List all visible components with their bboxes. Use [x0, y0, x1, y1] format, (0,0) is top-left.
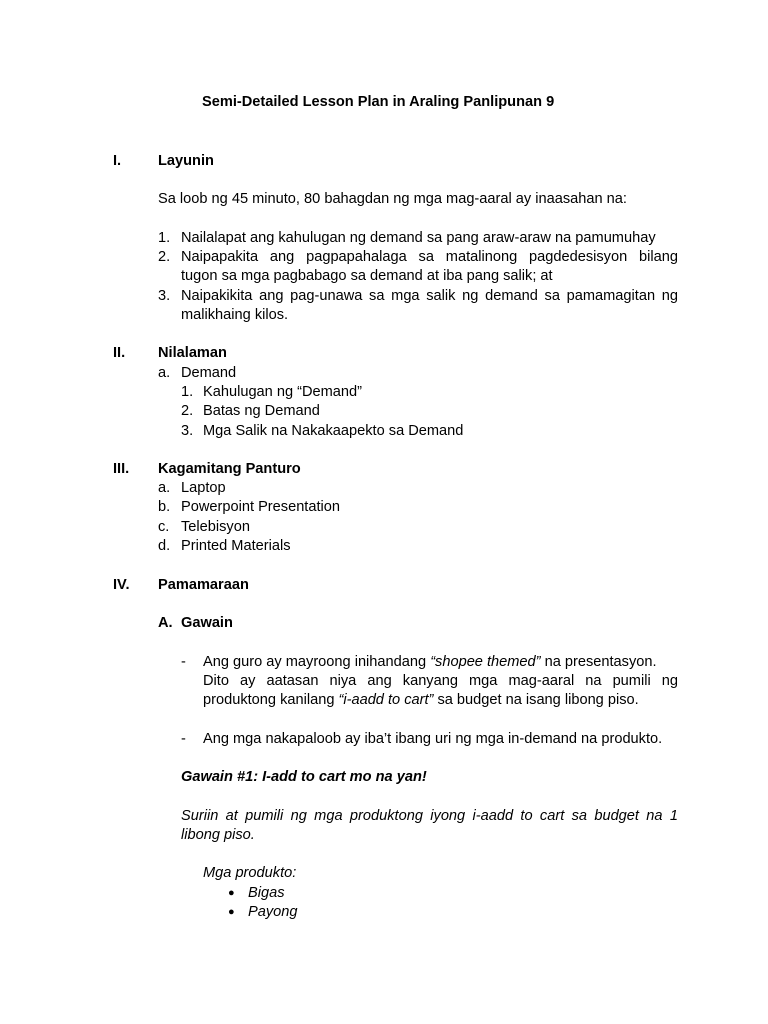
kagamitan-letter-a: a.	[158, 480, 171, 496]
nilalaman-item-1: Kahulugan ng “Demand”	[203, 384, 363, 400]
activity-title: Gawain #1: I-add to cart mo na yan!	[181, 769, 427, 785]
section-numeral-iv: IV.	[113, 577, 130, 593]
activity-instruction-line2: libong piso.	[181, 827, 255, 843]
section-heading-kagamitang-panturo: Kagamitang Panturo	[158, 461, 301, 477]
gawain-para1-line2: Dito ay aatasan niya ang kanyang mga mag-aaral na pumili ng	[203, 673, 678, 689]
layunin-item-3-line1: Naipakikita ang pag-unawa sa mga salik ng demand sa pamamagitan ng	[181, 288, 678, 304]
gawain-para1-line3-a: produktong kanilang	[203, 692, 339, 708]
kagamitan-letter-d: d.	[158, 538, 171, 554]
section-numeral-ii: II.	[113, 345, 126, 361]
kagamitan-letter-c: c.	[158, 519, 170, 535]
gawain-para1-line1-a: Ang guro ay mayroong inihandang	[203, 654, 431, 670]
product-item-payong: Payong	[248, 904, 298, 920]
kagamitan-item-powerpoint: Powerpoint Presentation	[181, 499, 341, 515]
layunin-num-3: 3.	[158, 288, 171, 304]
gawain-para1-line3	[203, 691, 639, 710]
section-numeral-iii: III.	[113, 461, 130, 477]
kagamitan-item-laptop: Laptop	[181, 480, 226, 496]
gawain-para1-line1-b: na presentasyon.	[540, 654, 657, 670]
nilalaman-item-2: Batas ng Demand	[203, 403, 320, 419]
section-numeral-i: I.	[113, 153, 122, 169]
section-heading-pamamaraan: Pamamaraan	[158, 577, 249, 593]
layunin-item-2-line1: Naipapakita ang pagpapahalaga sa matalinong pagdedesisyon bilang	[181, 249, 678, 265]
section-heading-nilalaman: Nilalaman	[158, 345, 227, 361]
bullet-icon: ●	[228, 906, 235, 918]
layunin-num-1: 1.	[158, 230, 171, 246]
pamamaraan-sub-heading: Gawain	[181, 615, 233, 631]
nilalaman-num-3: 3.	[181, 423, 194, 439]
kagamitan-item-printed-materials: Printed Materials	[181, 538, 291, 554]
gawain-para1-line1	[203, 653, 678, 672]
gawain-para2: Ang mga nakapaloob ay iba’t ibang uri ng mga in-demand na produkto.	[203, 731, 663, 747]
nilalaman-item-3: Mga Salik na Nakakaapekto sa Demand	[203, 423, 464, 439]
gawain-para1-line3-italic: “i-aadd to cart”	[338, 692, 434, 708]
kagamitan-item-telebisyon: Telebisyon	[181, 519, 250, 535]
document-title: Semi-Detailed Lesson Plan in Araling Panlipunan 9	[202, 94, 555, 110]
nilalaman-sub-label: Demand	[181, 365, 237, 381]
kagamitan-letter-b: b.	[158, 499, 171, 515]
bullet-icon: ●	[228, 887, 235, 899]
dash-marker-1: -	[181, 654, 186, 670]
layunin-item-2-line2: tugon sa mga pagbabago sa demand at iba pang salik; at	[181, 268, 553, 284]
nilalaman-sub-letter: a.	[158, 365, 171, 381]
pamamaraan-sub-letter: A.	[158, 615, 173, 631]
nilalaman-num-2: 2.	[181, 403, 194, 419]
section-heading-layunin: Layunin	[158, 153, 214, 169]
layunin-item-3-line2: malikhaing kilos.	[181, 307, 289, 323]
layunin-item-1: Nailalapat ang kahulugan ng demand sa pang araw-araw na pamumuhay	[181, 230, 656, 246]
dash-marker-2: -	[181, 731, 186, 747]
gawain-para1-line1-words	[203, 653, 657, 672]
products-label: Mga produkto:	[203, 865, 297, 881]
gawain-para1-line1-italic: “shopee themed”	[430, 654, 541, 670]
nilalaman-num-1: 1.	[181, 384, 194, 400]
activity-instruction-line1: Suriin at pumili ng mga produktong iyong i-aadd to cart sa budget na 1	[181, 808, 678, 824]
layunin-num-2: 2.	[158, 249, 171, 265]
product-item-bigas: Bigas	[248, 885, 285, 901]
layunin-intro: Sa loob ng 45 minuto, 80 bahagdan ng mga mag-aaral ay inaasahan na:	[158, 191, 627, 207]
gawain-para1-line3-b: sa budget na isang libong piso.	[433, 692, 639, 708]
